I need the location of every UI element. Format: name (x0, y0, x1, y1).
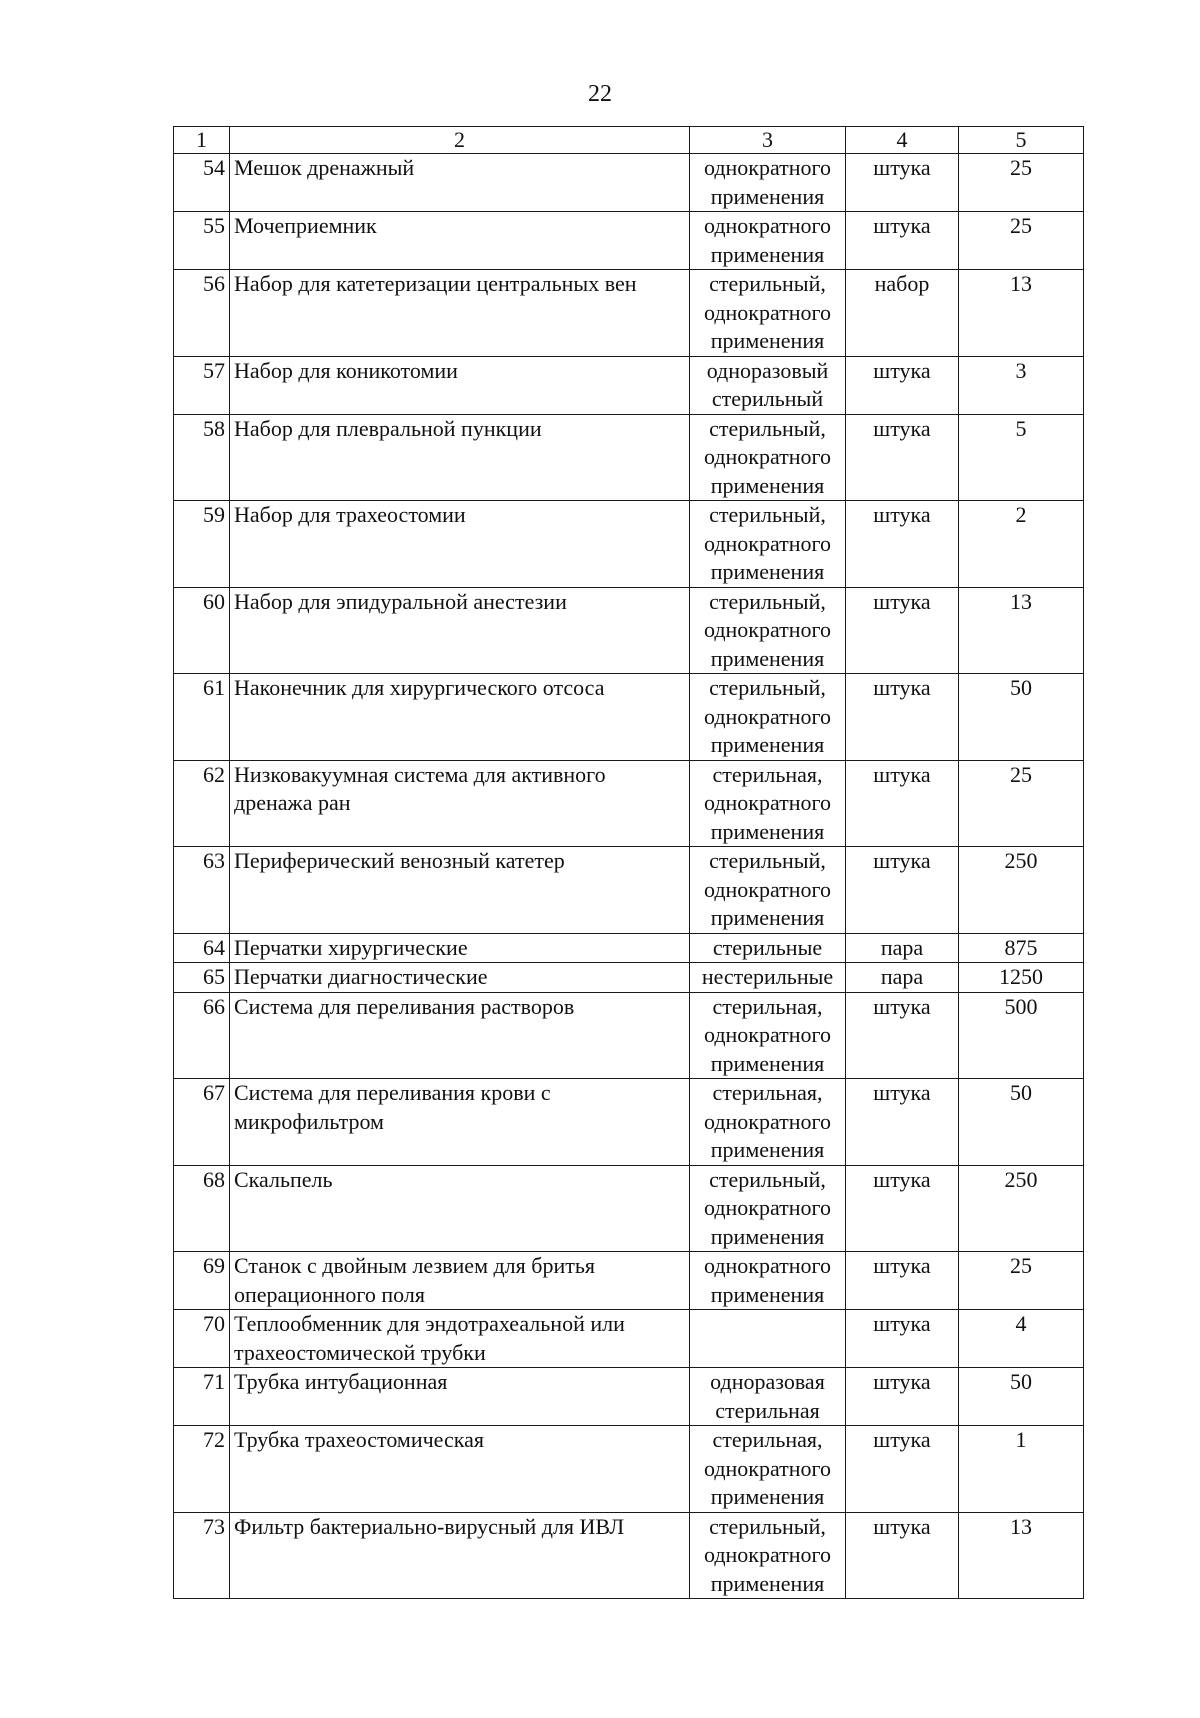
item-type-line: применения (710, 1137, 825, 1162)
item-type (690, 963, 846, 993)
item-type-line: однократного (703, 1253, 832, 1278)
item-name: Теплообменник для эндотрахеальной или трахеостомической трубки (230, 1310, 690, 1368)
item-quantity: 1 (959, 1426, 1084, 1513)
table-row (174, 963, 1084, 993)
item-unit: пара (846, 933, 959, 963)
item-type-line: стерильная (715, 1397, 820, 1423)
table-row (174, 1079, 1084, 1166)
item-name: Набор для плевральной пункции (230, 414, 690, 501)
item-unit: штука (846, 1426, 959, 1513)
item-type-line: стерильная, (712, 1427, 823, 1452)
item-type-line: однократного (703, 790, 832, 815)
item-quantity: 1250 (959, 963, 1084, 993)
table-row (174, 414, 1084, 501)
item-quantity: 250 (959, 847, 1084, 934)
table-row (174, 992, 1084, 1079)
header-cell-5: 5 (959, 127, 1084, 154)
item-type-line: однократного (703, 444, 832, 469)
item-unit: штука (846, 1368, 959, 1426)
row-number: 54 (174, 154, 230, 212)
header-cell-3: 3 (690, 127, 846, 154)
item-type-line: однократного (703, 213, 832, 238)
item-unit: штука (846, 760, 959, 847)
table-header-row (174, 127, 1084, 154)
table-row (174, 1252, 1084, 1310)
item-quantity: 875 (959, 933, 1084, 963)
item-type-line: применения (710, 559, 825, 584)
item-quantity: 4 (959, 1310, 1084, 1368)
item-unit: штука (846, 1079, 959, 1166)
item-unit: набор (846, 270, 959, 357)
page-number: 22 (588, 81, 612, 107)
item-quantity: 3 (959, 356, 1084, 414)
table-row (174, 847, 1084, 934)
item-unit: пара (846, 963, 959, 993)
row-number: 63 (174, 847, 230, 934)
item-type-line: однократного (703, 617, 832, 642)
item-unit: штука (846, 1310, 959, 1368)
row-number: 58 (174, 414, 230, 501)
item-type-line: стерильный, (709, 1513, 826, 1539)
row-number: 69 (174, 1252, 230, 1310)
item-name: Станок с двойным лезвием для бритья операционного поля (230, 1252, 690, 1310)
item-type-line: применения (710, 183, 825, 209)
item-type-line: однократного (703, 703, 832, 729)
item-type-line: применения (710, 1223, 825, 1249)
item-type-line: применения (710, 1484, 825, 1509)
item-name: Перчатки хирургические (230, 933, 690, 963)
item-type-line: применения (710, 1570, 825, 1596)
item-quantity: 13 (959, 1512, 1084, 1599)
item-name: Мешок дренажный (230, 154, 690, 212)
item-type-line: однократного (703, 1455, 832, 1481)
table-row (174, 760, 1084, 847)
item-type-line: применения (710, 1281, 825, 1307)
item-name: Перчатки диагностические (230, 963, 690, 993)
item-unit: штука (846, 847, 959, 934)
table-row (174, 501, 1084, 588)
item-type-line: стерильная, (712, 761, 823, 787)
item-type-line: одноразовая (710, 1369, 825, 1394)
row-number: 64 (174, 933, 230, 963)
item-quantity: 250 (959, 1165, 1084, 1252)
supply-table (173, 126, 1084, 1599)
item-type-line: однократного (703, 1022, 832, 1047)
item-type-line: однократного (703, 299, 832, 325)
item-name: Трубка интубационная (230, 1368, 690, 1426)
item-name: Фильтр бактериально-вирусный для ИВЛ (230, 1512, 690, 1599)
item-name: Набор для эпидуральной анестезии (230, 587, 690, 674)
item-type-line: однократного (703, 1108, 832, 1134)
item-type-line: однократного (703, 530, 832, 556)
table-row (174, 1512, 1084, 1599)
item-type-line: стерильный, (709, 588, 826, 614)
item-type (690, 933, 846, 963)
table-row (174, 212, 1084, 270)
row-number: 65 (174, 963, 230, 993)
item-type-line: однократного (703, 1195, 832, 1220)
item-type-line: стерильный, (709, 415, 826, 441)
item-type-line: стерильная, (712, 993, 823, 1019)
row-number: 60 (174, 587, 230, 674)
row-number: 73 (174, 1512, 230, 1599)
item-type-line: стерильный, (709, 1166, 826, 1192)
table-row (174, 1368, 1084, 1426)
item-type (690, 356, 846, 414)
item-quantity: 25 (959, 212, 1084, 270)
item-type (690, 212, 846, 270)
table-row (174, 270, 1084, 357)
table-row (174, 154, 1084, 212)
row-number: 56 (174, 270, 230, 357)
item-quantity: 13 (959, 270, 1084, 357)
item-unit: штука (846, 414, 959, 501)
item-unit: штука (846, 1252, 959, 1310)
item-type-line: применения (710, 645, 825, 671)
item-name: Набор для трахеостомии (230, 501, 690, 588)
row-number: 57 (174, 356, 230, 414)
item-unit: штука (846, 992, 959, 1079)
item-type (690, 1252, 846, 1310)
header-cell-2: 2 (230, 127, 690, 154)
item-name: Наконечник для хирургического отсоса (230, 674, 690, 761)
item-unit: штука (846, 1512, 959, 1599)
item-type (690, 1368, 846, 1426)
item-quantity: 5 (959, 414, 1084, 501)
item-unit: штука (846, 1165, 959, 1252)
table-row (174, 1165, 1084, 1252)
table-body (174, 127, 1084, 1599)
item-type (690, 847, 846, 934)
item-quantity: 25 (959, 154, 1084, 212)
item-type (690, 587, 846, 674)
item-type-line: стерильный (711, 386, 824, 411)
item-type-line: однократного (703, 876, 832, 902)
item-type-line: однократного (703, 155, 832, 180)
item-type (690, 992, 846, 1079)
item-type-line: стерильный, (709, 502, 826, 527)
item-quantity: 25 (959, 1252, 1084, 1310)
item-type (690, 154, 846, 212)
row-number: 59 (174, 501, 230, 588)
row-number: 67 (174, 1079, 230, 1166)
item-quantity: 2 (959, 501, 1084, 588)
item-quantity: 13 (959, 587, 1084, 674)
table-row (174, 1426, 1084, 1513)
item-name: Трубка трахеостомическая (230, 1426, 690, 1513)
item-type-line: стерильный, (709, 271, 826, 296)
item-type (690, 1310, 846, 1368)
table-row (174, 933, 1084, 963)
item-unit: штука (846, 356, 959, 414)
item-quantity: 500 (959, 992, 1084, 1079)
row-number: 71 (174, 1368, 230, 1426)
header-cell-4: 4 (846, 127, 959, 154)
item-name: Система для переливания растворов (230, 992, 690, 1079)
item-type-line: нестерильные (701, 964, 834, 989)
item-unit: штука (846, 212, 959, 270)
item-type-line: применения (710, 241, 825, 267)
item-type (690, 414, 846, 501)
table-row (174, 587, 1084, 674)
table-row (174, 1310, 1084, 1368)
item-name: Мочеприемник (230, 212, 690, 270)
item-type (690, 270, 846, 357)
item-quantity: 50 (959, 674, 1084, 761)
table-row (174, 674, 1084, 761)
item-type-line: применения (710, 328, 825, 353)
item-type-line: применения (710, 732, 825, 757)
item-name: Скальпель (230, 1165, 690, 1252)
item-quantity: 50 (959, 1368, 1084, 1426)
item-type-line: одноразовый (706, 357, 829, 383)
item-name: Система для переливания крови с микрофильтром (230, 1079, 690, 1166)
item-type (690, 1426, 846, 1513)
item-unit: штука (846, 501, 959, 588)
row-number: 70 (174, 1310, 230, 1368)
item-type (690, 1079, 846, 1166)
row-number: 72 (174, 1426, 230, 1513)
item-type-line: стерильный, (709, 675, 826, 700)
header-cell-1: 1 (174, 127, 230, 154)
item-name: Низковакуумная система для активного дренажа ран (230, 760, 690, 847)
row-number: 66 (174, 992, 230, 1079)
item-type-line: применения (710, 905, 825, 930)
item-type (690, 1165, 846, 1252)
item-type-line: стерильный, (709, 848, 826, 873)
item-name: Периферический венозный катетер (230, 847, 690, 934)
item-name: Набор для коникотомии (230, 356, 690, 414)
item-unit: штука (846, 587, 959, 674)
item-name: Набор для катетеризации центральных вен (230, 270, 690, 357)
item-type-line: применения (710, 1050, 825, 1076)
item-type-line: стерильная, (712, 1080, 823, 1105)
row-number: 68 (174, 1165, 230, 1252)
item-quantity: 50 (959, 1079, 1084, 1166)
item-type-line: стерильные (712, 934, 823, 960)
row-number: 61 (174, 674, 230, 761)
table-row (174, 356, 1084, 414)
row-number: 55 (174, 212, 230, 270)
item-type (690, 760, 846, 847)
row-number: 62 (174, 760, 230, 847)
item-type (690, 1512, 846, 1599)
item-type-line: однократного (703, 1542, 832, 1567)
item-type (690, 674, 846, 761)
item-unit: штука (846, 674, 959, 761)
item-quantity: 25 (959, 760, 1084, 847)
item-type-line: применения (710, 818, 825, 844)
item-type-line: применения (710, 472, 825, 498)
item-unit: штука (846, 154, 959, 212)
item-type (690, 501, 846, 588)
